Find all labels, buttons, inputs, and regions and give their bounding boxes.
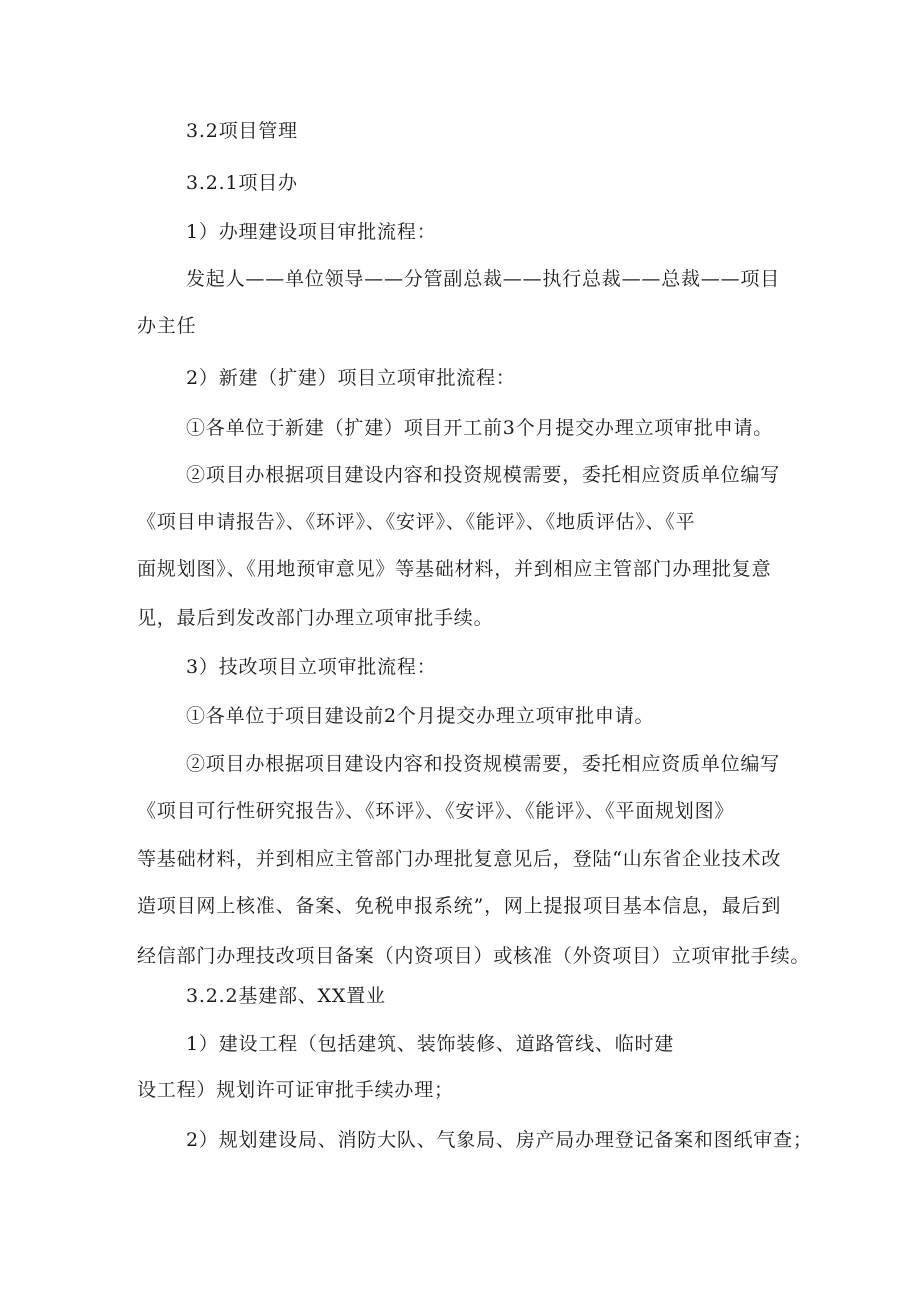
text-line: ①各单位于项目建设前2个月提交办理立项审批申请。 [186,705,655,727]
text-line: ②项目办根据项目建设内容和投资规模需要，委托相应资质单位编写 [186,464,781,486]
text-line: 设工程）规划许可证审批手续办理； [137,1079,454,1101]
text-line: 《项目可行性研究报告》、《环评》、《安评》、《能评》、《平面规划图》 [137,800,735,822]
text-line: 见，最后到发改部门办理立项审批手续。 [137,607,494,629]
text-line: 发起人——单位领导——分管副总裁——执行总裁——总裁——项目 [186,268,781,290]
text-line: 等基础材料，并到相应主管部门办理批复意见后，登陆“山东省企业技术改 [137,848,782,870]
text-line: 面规划图》、《用地预审意见》等基础材料，并到相应主管部门办理批复意 [137,558,772,580]
text-line: 《项目申请报告》、《环评》、《安评》、《能评》、《地质评估》、《平 [137,511,696,533]
text-line: 办主任 [137,315,197,337]
list-item-heading: 1）办理建设项目审批流程： [186,221,437,243]
list-item-heading: 2）规划建设局、消防大队、气象局、房产局办理登记备案和图纸审查； [186,1129,813,1151]
section-heading-3-2-2: 3.2.2基建部、XX置业 [186,985,386,1007]
list-item-heading: 1）建设工程（包括建筑、装饰装修、道路管线、临时建 [186,1033,675,1055]
text-line: ②项目办根据项目建设内容和投资规模需要，委托相应资质单位编写 [186,753,781,775]
list-item-heading: 2）新建（扩建）项目立项审批流程： [186,367,516,389]
section-heading-3-2-1: 3.2.1项目办 [186,172,298,194]
text-line: 经信部门办理技改项目备案（内资项目）或核准（外资项目）立项审批手续。 [137,945,811,967]
text-line: 造项目网上核准、备案、免税申报系统”，网上提报项目基本信息，最后到 [137,895,782,917]
section-heading-3-2: 3.2项目管理 [186,120,298,142]
list-item-heading: 3）技改项目立项审批流程： [186,656,437,678]
text-line: ①各单位于新建（扩建）项目开工前3个月提交办理立项审批申请。 [186,417,774,439]
